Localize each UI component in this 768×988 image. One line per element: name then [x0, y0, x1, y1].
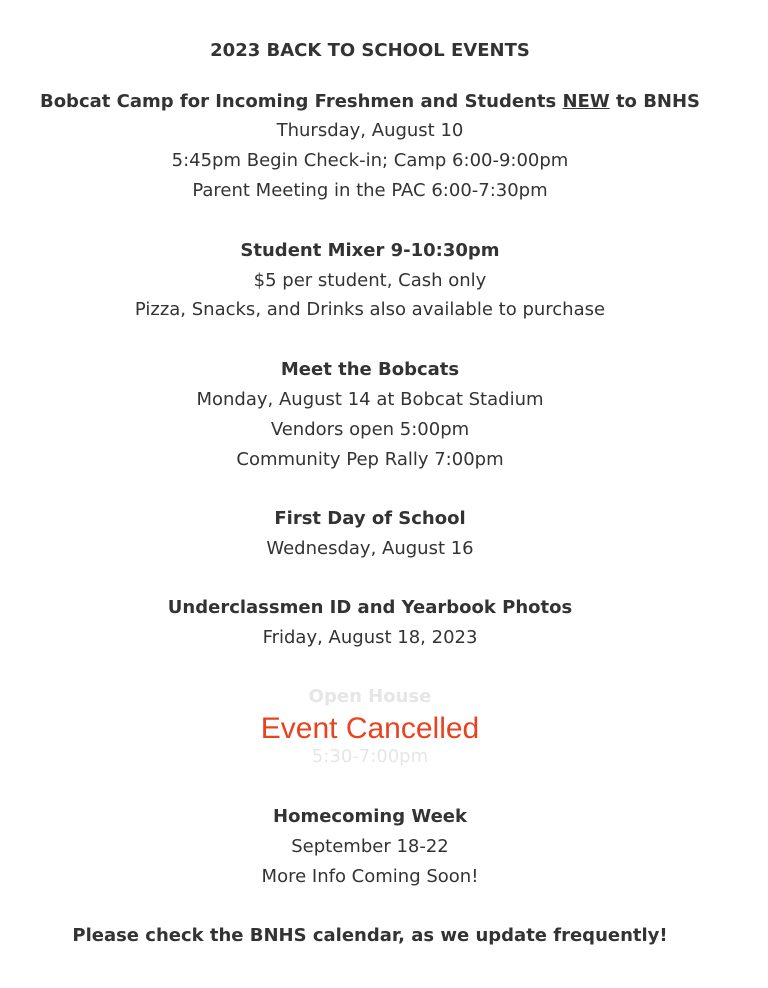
homecoming-info: More Info Coming Soon! [261, 866, 479, 887]
homecoming-dates: September 18-22 [291, 836, 449, 857]
new-emphasis: NEW [562, 91, 610, 112]
student-mixer-food: Pizza, Snacks, and Drinks also available to purchase [134, 299, 606, 320]
bobcat-camp-date: Thursday, August 10 [276, 120, 464, 141]
bobcat-camp-time: 5:45pm Begin Check-in; Camp 6:00-9:00pm [171, 150, 569, 171]
open-house-time: 5:30-7:00pm [311, 746, 429, 767]
student-mixer-heading: Student Mixer 9-10:30pm [240, 240, 500, 261]
homecoming-heading: Homecoming Week [273, 806, 467, 827]
first-day-date: Wednesday, August 16 [266, 538, 474, 559]
bobcat-camp-heading [0, 89, 740, 115]
photos-date: Friday, August 18, 2023 [262, 627, 478, 648]
meet-bobcats-vendors: Vendors open 5:00pm [270, 419, 470, 440]
open-house-heading: Open House [308, 686, 432, 707]
event-cancelled-label: Event Cancelled [260, 712, 480, 745]
footer-note: Please check the BNHS calendar, as we update frequently! [72, 925, 668, 946]
bobcat-camp-heading-end: to BNHS [609, 91, 701, 112]
page-title: 2023 BACK TO SCHOOL EVENTS [210, 40, 530, 61]
parent-meeting: Parent Meeting in the PAC 6:00-7:30pm [192, 180, 548, 201]
first-day-heading: First Day of School [274, 508, 466, 529]
meet-bobcats-date: Monday, August 14 at Bobcat Stadium [196, 389, 544, 410]
photos-heading: Underclassmen ID and Yearbook Photos [167, 597, 573, 618]
bobcat-camp-heading-start: Bobcat Camp for Incoming Freshmen and Students [39, 91, 563, 112]
meet-bobcats-pep-rally: Community Pep Rally 7:00pm [236, 449, 504, 470]
meet-bobcats-heading: Meet the Bobcats [280, 359, 460, 380]
student-mixer-price: $5 per student, Cash only [253, 270, 487, 291]
